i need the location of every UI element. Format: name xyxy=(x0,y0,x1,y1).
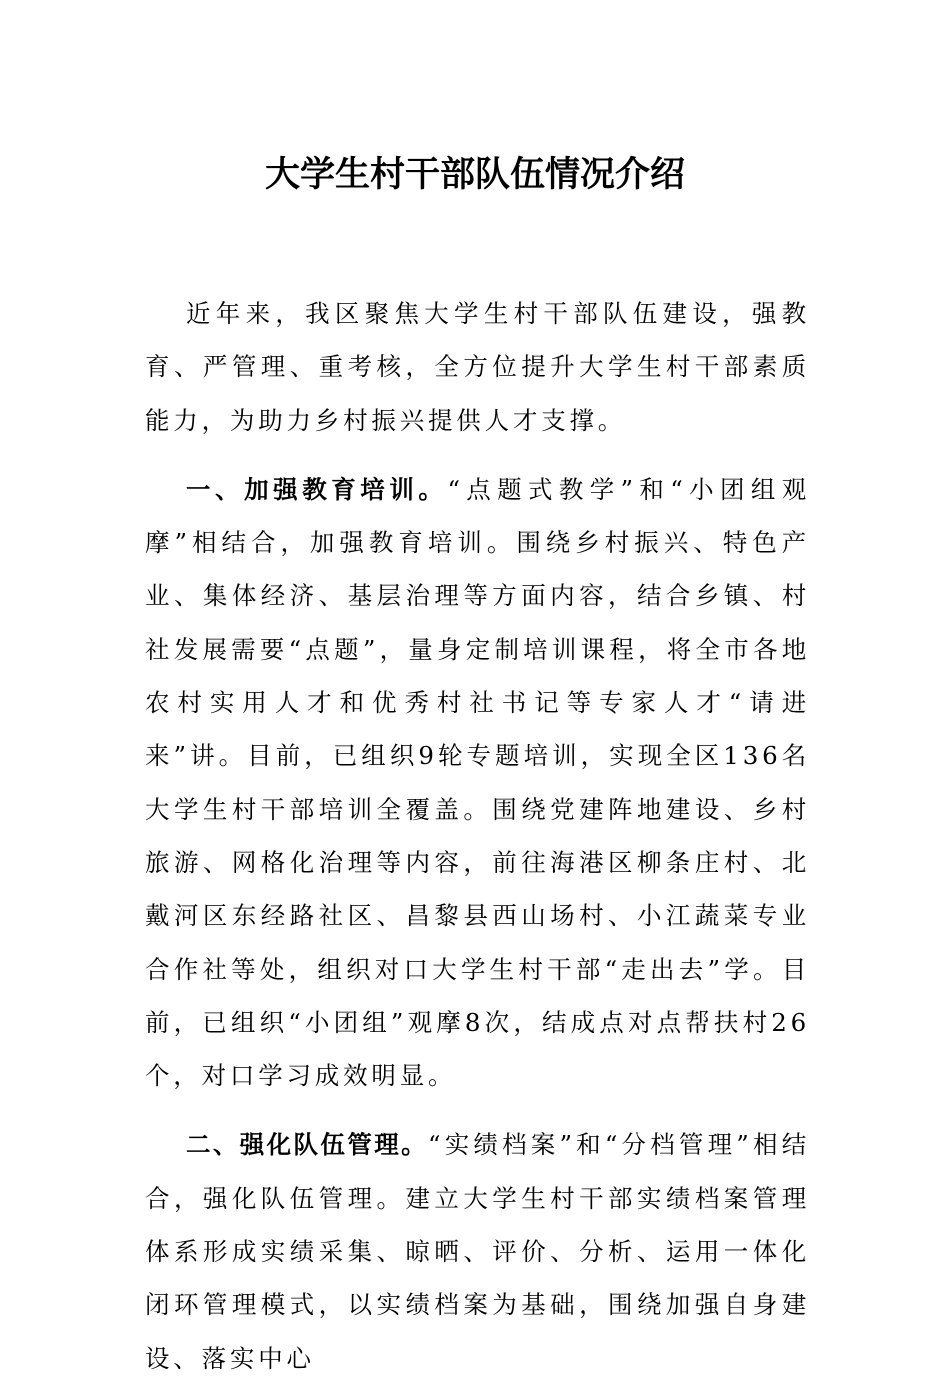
intro-paragraph xyxy=(145,287,810,447)
document-title: 大学生村干部队伍情况介绍 xyxy=(264,154,685,195)
section-1-text: “点题式教学”和“小团组观摩”相结合，加强教育培训。围绕乡村振兴、特色产业、集体经济、基层治理等方面内容，结合乡镇、村社发展需要“点题”，量身定制培训课程，将全市各地农村实用人才和优秀村社书记等专家人才“请进来”讲。目前，已组织9轮专题培训，实现全区136名大学生村干部培训全覆盖。围绕党建阵地建设、乡村旅游、网格化治理等内容，前往海港区柳条庄村、北戴河区东经路社区、昌黎县西山场村、小江蔬菜专业合作社等处，组织对口大学生村干部“走出去”学。目前，已组织“小团组”观摩8次，结成点对点帮扶村26个，对口学习成效明显。 xyxy=(145,474,810,1091)
section-2-heading: 二、强化队伍管理。 xyxy=(186,1130,428,1160)
section-2-paragraph xyxy=(145,1118,810,1384)
section-1-paragraph xyxy=(145,463,810,1103)
section-1-heading: 一、加强教育培训。 xyxy=(186,474,448,504)
intro-text: 近年来，我区聚焦大学生村干部队伍建设，强教育、严管理、重考核，全方位提升大学生村干部素质能力，为助力乡村振兴提供人才支撑。 xyxy=(145,299,810,435)
document-body xyxy=(145,287,810,1385)
section-2-text: “实绩档案”和“分档管理”相结合，强化队伍管理。建立大学生村干部实绩档案管理体系形成实绩采集、晾晒、评价、分析、运用一体化闭环管理模式，以实绩档案为基础，围绕加强自身建设、落实中心 xyxy=(145,1130,810,1373)
